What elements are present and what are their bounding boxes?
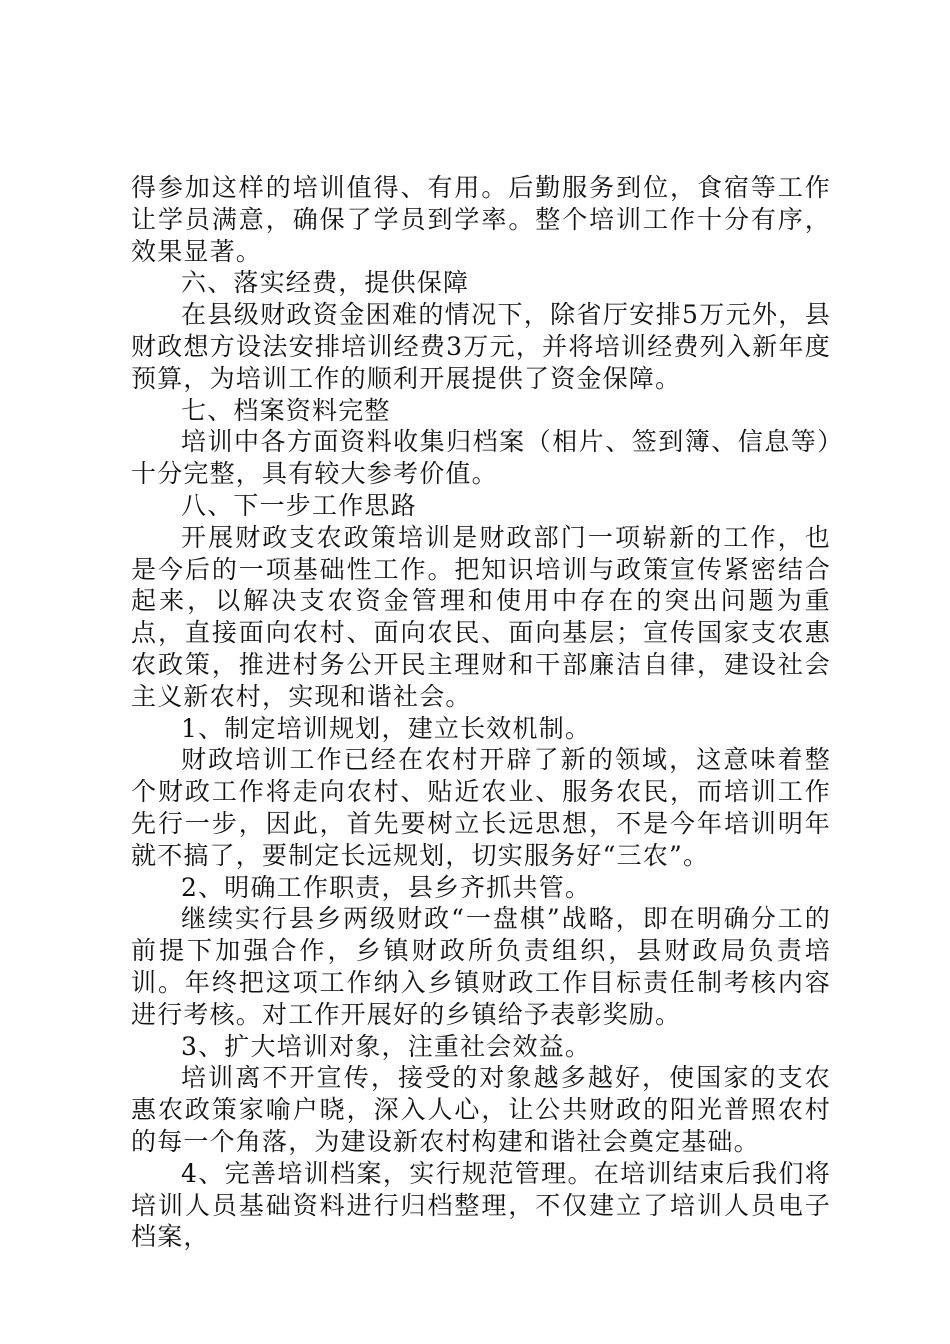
subheading-1: 1、制定培训规划，建立长效机制。	[181, 713, 592, 743]
section-heading-8: 八、下一步工作思路	[181, 490, 417, 520]
paragraph-funding: 在县级财政资金困难的情况下，除省厅安排5万元外，县财政想方设法安排培训经费3万元，并将培训经费列入新年度预算，为培训工作的顺利开展提供了资金保障。	[131, 300, 831, 393]
paragraph-duties: 继续实行县乡两级财政“一盘棋”战略，即在明确分工的前提下加强合作，乡镇财政所负责组织，县财政局负责培训。年终把这项工作纳入乡镇财政工作目标责任制考核内容进行考核。对工作开展好的乡镇给予表彰奖励。	[131, 904, 831, 1029]
document-body	[131, 172, 831, 1253]
subheading-2: 2、明确工作职责，县乡齐抓共管。	[181, 872, 592, 902]
section-heading-6: 六、落实经费，提供保障	[181, 268, 470, 298]
paragraph-archive-management: 4、完善培训档案，实行规范管理。在培训结束后我们将培训人员基础资料进行归档整理，不仅建立了培训人员电子档案，	[131, 1158, 831, 1252]
subheading-3: 3、扩大培训对象，注重社会效益。	[181, 1031, 592, 1061]
paragraph-plan: 财政培训工作已经在农村开辟了新的领域，这意味着整个财政工作将走向农村、贴近农业、服务农民，而培训工作先行一步，因此，首先要树立长远思想，不是今年培训明年就不搞了，要制定长远规划，切实服务好“三农”。	[131, 745, 831, 870]
paragraph-targets: 培训离不开宣传，接受的对象越多越好，使国家的支农惠农政策家喻户晓，深入人心，让公共财政的阳光普照农村的每一个角落，为建设新农村构建和谐社会奠定基础。	[131, 1063, 831, 1156]
paragraph-archives: 培训中各方面资料收集归档案（相片、签到簿、信息等）十分完整，具有较大参考价值。	[131, 427, 831, 489]
section-heading-7: 七、档案资料完整	[181, 395, 391, 425]
paragraph-next-steps: 开展财政支农政策培训是财政部门一项崭新的工作，也是今后的一项基础性工作。把知识培训与政策宣传紧密结合起来，以解决支农资金管理和使用中存在的突出问题为重点，直接面向农村、面向农民、面向基层；宣传国家支农惠农政策，推进村务公开民主理财和干部廉洁自律，建设社会主义新农村，实现和谐社会。	[131, 522, 831, 711]
paragraph-continuation: 得参加这样的培训值得、有用。后勤服务到位，食宿等工作让学员满意，确保了学员到学率。整个培训工作十分有序，效果显著。	[131, 173, 831, 266]
